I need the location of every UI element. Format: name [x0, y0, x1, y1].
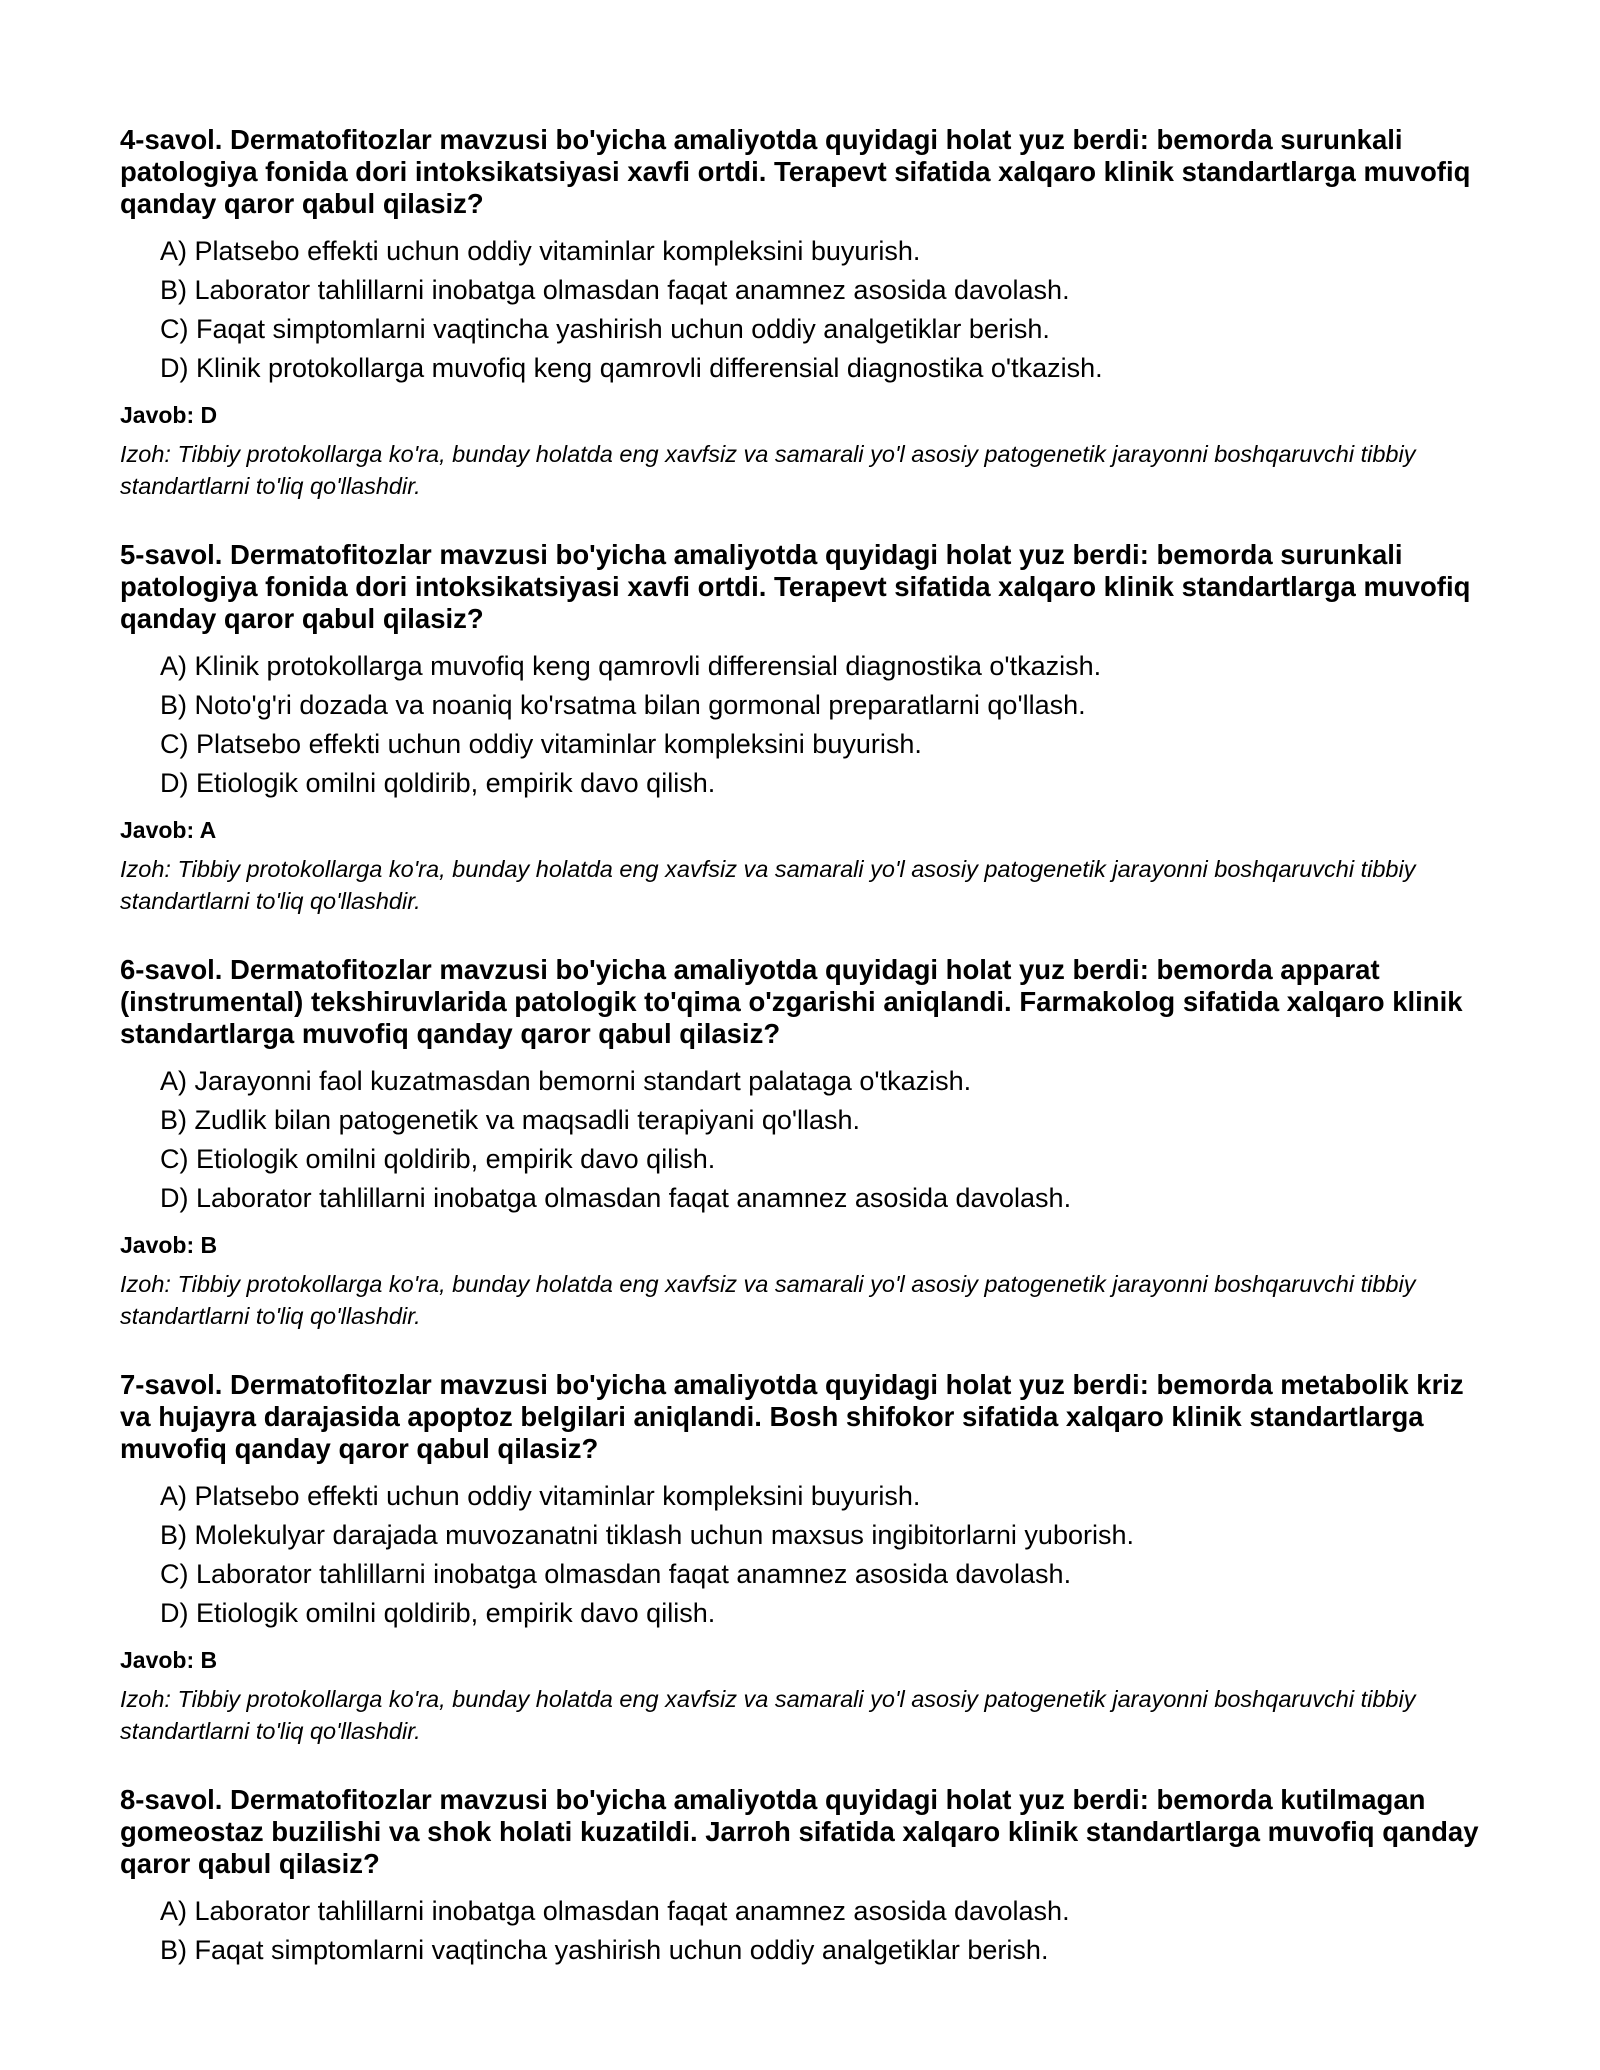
option-c: C) Etiologik omilni qoldirib, empirik davo qilish. [160, 1144, 716, 1174]
option-d: D) Klinik protokollarga muvofiq keng qamrovli differensial diagnostika o'tkazish. [160, 353, 1103, 383]
option-a: A) Jarayonni faol kuzatmasdan bemorni standart palataga o'tkazish. [160, 1066, 972, 1096]
option-b: B) Laborator tahlillarni inobatga olmasdan faqat anamnez asosida davolash. [160, 275, 1070, 305]
options-list [120, 647, 1480, 803]
option-b: B) Noto'g'ri dozada va noaniq ko'rsatma bilan gormonal preparatlarni qo'llash. [160, 690, 1086, 720]
answer-label: Javob: D [120, 402, 218, 428]
explanation-text: Izoh: Tibbiy protokollarga ko'ra, bunday holatda eng xavfsiz va samarali yo'l asosiy patogenetik jarayonni boshqaruvchi tibbiy standartlarni to'liq qo'llashdir. [120, 856, 1416, 914]
option-b: B) Faqat simptomlarni vaqtincha yashirish uchun oddiy analgetiklar berish. [160, 1935, 1049, 1965]
option-d: D) Laborator tahlillarni inobatga olmasdan faqat anamnez asosida davolash. [160, 1183, 1072, 1213]
question-text: 6-savol. Dermatofitozlar mavzusi bo'yicha amaliyotda quyidagi holat yuz berdi: bemorda apparat (instrumental) tekshiruvlarida patologik to'qima o'zgarishi aniqlandi. Farmakolog sifatida xalqaro klinik standartlarga muvofiq qanday qaror qabul qilasiz? [120, 954, 1463, 1049]
options-list [120, 1062, 1480, 1218]
explanation-text: Izoh: Tibbiy protokollarga ko'ra, bunday holatda eng xavfsiz va samarali yo'l asosiy patogenetik jarayonni boshqaruvchi tibbiy standartlarni to'liq qo'llashdir. [120, 1271, 1416, 1329]
option-a: A) Klinik protokollarga muvofiq keng qamrovli differensial diagnostika o'tkazish. [160, 651, 1102, 681]
explanation-text: Izoh: Tibbiy protokollarga ko'ra, bunday holatda eng xavfsiz va samarali yo'l asosiy patogenetik jarayonni boshqaruvchi tibbiy standartlarni to'liq qo'llashdir. [120, 441, 1416, 499]
option-b: B) Zudlik bilan patogenetik va maqsadli terapiyani qo'llash. [160, 1105, 861, 1135]
question-block-7 [120, 1369, 1480, 1747]
question-text: 7-savol. Dermatofitozlar mavzusi bo'yicha amaliyotda quyidagi holat yuz berdi: bemorda metabolik kriz va hujayra darajasida apoptoz belgilari aniqlandi. Bosh shifokor sifatida xalqaro klinik standartlarga muvofiq qanday qaror qabul qilasiz? [120, 1369, 1464, 1464]
option-b: B) Molekulyar darajada muvozanatni tiklash uchun maxsus ingibitorlarni yuborish. [160, 1520, 1134, 1550]
explanation-text: Izoh: Tibbiy protokollarga ko'ra, bunday holatda eng xavfsiz va samarali yo'l asosiy patogenetik jarayonni boshqaruvchi tibbiy standartlarni to'liq qo'llashdir. [120, 1686, 1416, 1744]
question-block-5 [120, 539, 1480, 917]
option-a: A) Laborator tahlillarni inobatga olmasdan faqat anamnez asosida davolash. [160, 1896, 1070, 1926]
question-text: 8-savol. Dermatofitozlar mavzusi bo'yicha amaliyotda quyidagi holat yuz berdi: bemorda kutilmagan gomeostaz buzilishi va shok holati kuzatildi. Jarroh sifatida xalqaro klinik standartlarga muvofiq qanday qaror qabul qilasiz? [120, 1784, 1479, 1879]
question-block-6 [120, 954, 1480, 1332]
answer-label: Javob: A [120, 817, 217, 843]
question-block-8 [120, 1784, 1480, 1970]
option-c: C) Platsebo effekti uchun oddiy vitaminlar kompleksini buyurish. [160, 729, 922, 759]
option-c: C) Faqat simptomlarni vaqtincha yashirish uchun oddiy analgetiklar berish. [160, 314, 1050, 344]
options-list [120, 1892, 1480, 1970]
answer-label: Javob: B [120, 1647, 218, 1673]
option-a: A) Platsebo effekti uchun oddiy vitaminlar kompleksini buyurish. [160, 236, 921, 266]
question-block-4 [120, 124, 1480, 502]
option-d: D) Etiologik omilni qoldirib, empirik davo qilish. [160, 768, 716, 798]
option-c: C) Laborator tahlillarni inobatga olmasdan faqat anamnez asosida davolash. [160, 1559, 1072, 1589]
question-text: 5-savol. Dermatofitozlar mavzusi bo'yicha amaliyotda quyidagi holat yuz berdi: bemorda surunkali patologiya fonida dori intoksikatsiyasi xavfi ortdi. Terapevt sifatida xalqaro klinik standartlarga muvofiq qanday qaror qabul qilasiz? [120, 539, 1471, 634]
answer-label: Javob: B [120, 1232, 218, 1258]
options-list [120, 1477, 1480, 1633]
question-text: 4-savol. Dermatofitozlar mavzusi bo'yicha amaliyotda quyidagi holat yuz berdi: bemorda surunkali patologiya fonida dori intoksikatsiyasi xavfi ortdi. Terapevt sifatida xalqaro klinik standartlarga muvofiq qanday qaror qabul qilasiz? [120, 124, 1471, 219]
options-list [120, 232, 1480, 388]
option-a: A) Platsebo effekti uchun oddiy vitaminlar kompleksini buyurish. [160, 1481, 921, 1511]
option-d: D) Etiologik omilni qoldirib, empirik davo qilish. [160, 1598, 716, 1628]
